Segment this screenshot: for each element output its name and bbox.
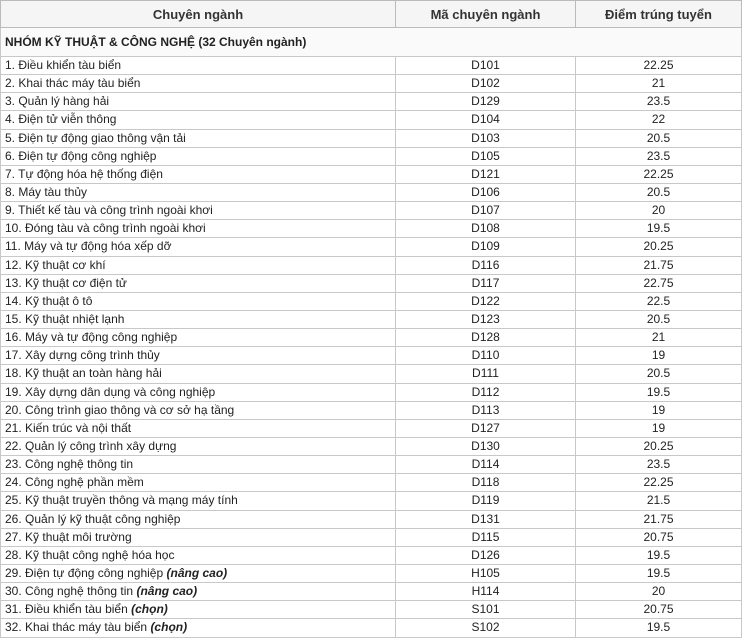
admission-score: 19.5: [576, 564, 742, 582]
major-name-cell: [1, 383, 396, 401]
admission-score: 22.75: [576, 274, 742, 292]
table-row: [1, 183, 742, 201]
major-code: H114: [396, 583, 576, 601]
admission-score: 20.5: [576, 365, 742, 383]
table-row: [1, 347, 742, 365]
major-name: 29. Điện tự động công nghiệp: [5, 566, 164, 580]
admission-score: 23.5: [576, 93, 742, 111]
major-name: 26. Quản lý kỹ thuật công nghiệp: [5, 511, 181, 526]
major-code: D131: [396, 510, 576, 528]
major-name: 32. Khai thác máy tàu biển: [5, 620, 148, 635]
major-code: D115: [396, 528, 576, 546]
table-row: [1, 329, 742, 347]
major-name: 3. Quản lý hàng hải: [5, 94, 110, 109]
major-code: H105: [396, 564, 576, 582]
major-name-cell: [1, 57, 396, 75]
major-name: 16. Máy và tự động công nghiệp: [5, 330, 178, 345]
major-code: D126: [396, 546, 576, 564]
major-code: D104: [396, 111, 576, 129]
table-row: [1, 111, 742, 129]
admission-score: 20.75: [576, 528, 742, 546]
major-name: 13. Kỹ thuật cơ điện tử: [5, 275, 127, 290]
major-name-cell: [1, 601, 396, 619]
major-name: 8. Máy tàu thủy: [5, 185, 88, 200]
admission-score: 21: [576, 329, 742, 347]
major-name: 12. Kỹ thuật cơ khí: [5, 257, 106, 272]
major-code: S101: [396, 601, 576, 619]
major-code: S102: [396, 619, 576, 637]
table-row: [1, 492, 742, 510]
table-row: [1, 583, 742, 601]
admission-score: 22: [576, 111, 742, 129]
table-row: [1, 129, 742, 147]
major-name: 25. Kỹ thuật truyền thông và mạng máy tính: [5, 493, 238, 508]
admission-score: 19: [576, 347, 742, 365]
table-row: [1, 220, 742, 238]
major-name: 28. Kỹ thuật công nghệ hóa học: [5, 547, 175, 562]
major-name-cell: [1, 111, 396, 129]
admission-score: 22.25: [576, 57, 742, 75]
major-name-cell: [1, 510, 396, 528]
major-code: D129: [396, 93, 576, 111]
major-code: D108: [396, 220, 576, 238]
major-name: 7. Tự động hóa hệ thống điện: [5, 166, 163, 181]
major-code: D109: [396, 238, 576, 256]
major-name-cell: [1, 129, 396, 147]
major-name: 21. Kiến trúc và nội thất: [5, 420, 132, 435]
table-row: [1, 601, 742, 619]
major-name-cell: [1, 310, 396, 328]
major-name-cell: [1, 419, 396, 437]
table-row: [1, 292, 742, 310]
table-row: [1, 546, 742, 564]
table-row: [1, 619, 742, 637]
admission-score: 22.25: [576, 474, 742, 492]
major-code: D130: [396, 437, 576, 455]
major-name: 18. Kỹ thuật an toàn hàng hải: [5, 366, 162, 381]
group-row: [1, 28, 742, 57]
major-code: D102: [396, 75, 576, 93]
major-code: D101: [396, 57, 576, 75]
major-name-cell: [1, 474, 396, 492]
major-note: (chọn): [150, 620, 188, 635]
major-name-cell: [1, 528, 396, 546]
admission-score: 21: [576, 75, 742, 93]
major-code: D105: [396, 147, 576, 165]
table-row: [1, 365, 742, 383]
admission-score: 20.5: [576, 129, 742, 147]
table-row: [1, 510, 742, 528]
table-row: [1, 564, 742, 582]
admission-score: 19: [576, 419, 742, 437]
admission-score: 19.5: [576, 546, 742, 564]
major-name: 19. Xây dựng dân dụng và công nghiệp: [5, 384, 216, 399]
admission-score: 21.75: [576, 256, 742, 274]
major-name-cell: [1, 401, 396, 419]
major-code: D122: [396, 292, 576, 310]
major-code: D118: [396, 474, 576, 492]
major-name-cell: [1, 546, 396, 564]
major-name: 30. Công nghệ thông tin: [5, 584, 134, 599]
table-row: [1, 528, 742, 546]
major-name-cell: [1, 238, 396, 256]
table-row: [1, 256, 742, 274]
major-code: D119: [396, 492, 576, 510]
admission-score: 20.5: [576, 183, 742, 201]
major-name-cell: [1, 347, 396, 365]
major-code: D127: [396, 419, 576, 437]
major-code: D103: [396, 129, 576, 147]
major-name-cell: [1, 365, 396, 383]
major-code: D116: [396, 256, 576, 274]
header-row: [1, 1, 742, 28]
admission-score: 23.5: [576, 147, 742, 165]
table-row: [1, 310, 742, 328]
table-row: [1, 57, 742, 75]
major-code: D128: [396, 329, 576, 347]
major-name: 11. Máy và tự động hóa xếp dỡ: [5, 239, 172, 254]
table-row: [1, 437, 742, 455]
major-name: 1. Điều khiển tàu biển: [5, 58, 122, 73]
table-row: [1, 383, 742, 401]
table-row: [1, 238, 742, 256]
admission-score: 20: [576, 202, 742, 220]
major-name-cell: [1, 93, 396, 111]
major-name: 9. Thiết kế tàu và công trình ngoài khơi: [5, 203, 213, 218]
major-code: D111: [396, 365, 576, 383]
major-code: D117: [396, 274, 576, 292]
major-name-cell: [1, 165, 396, 183]
major-name-cell: [1, 619, 396, 637]
admission-score: 19.5: [576, 220, 742, 238]
major-name-cell: [1, 147, 396, 165]
major-note: (chọn): [131, 602, 168, 617]
major-name-cell: [1, 437, 396, 455]
major-name: 24. Công nghệ phần mềm: [5, 475, 144, 490]
major-name: 22. Quản lý công trình xây dựng: [5, 439, 177, 454]
major-name: 6. Điện tự động công nghiệp: [5, 148, 157, 163]
major-name-cell: [1, 202, 396, 220]
admission-score: 21.75: [576, 510, 742, 528]
major-name: 4. Điện tử viễn thông: [5, 112, 117, 127]
major-name: 2. Khai thác máy tàu biển: [5, 76, 141, 91]
major-code: D123: [396, 310, 576, 328]
major-name: 27. Kỹ thuật môi trường: [5, 529, 132, 544]
table-row: [1, 274, 742, 292]
major-note: (nâng cao): [166, 566, 228, 580]
major-code: D110: [396, 347, 576, 365]
major-name-cell: [1, 220, 396, 238]
admission-score: 19.5: [576, 383, 742, 401]
major-code: D113: [396, 401, 576, 419]
table-row: [1, 401, 742, 419]
major-name-cell: [1, 583, 396, 601]
header-score: Điểm trúng tuyển: [576, 1, 742, 28]
major-name-cell: [1, 256, 396, 274]
major-name: 17. Xây dựng công trình thủy: [5, 348, 160, 363]
admission-score: 20: [576, 583, 742, 601]
major-name: 15. Kỹ thuật nhiệt lạnh: [5, 312, 125, 327]
admission-score: 21.5: [576, 492, 742, 510]
major-name: 20. Công trình giao thông và cơ sở hạ tầng: [5, 402, 235, 417]
table-row: [1, 75, 742, 93]
major-name-cell: [1, 274, 396, 292]
group-title: NHÓM KỸ THUẬT & CÔNG NGHỆ (32 Chuyên ngành): [1, 28, 742, 57]
table-row: [1, 93, 742, 111]
major-name: 14. Kỹ thuật ô tô: [5, 293, 93, 308]
major-name-cell: [1, 456, 396, 474]
major-name-cell: [1, 564, 396, 582]
major-name: 10. Đóng tàu và công trình ngoài khơi: [5, 221, 206, 236]
major-code: D106: [396, 183, 576, 201]
admission-score: 23.5: [576, 456, 742, 474]
header-code: Mã chuyên ngành: [396, 1, 576, 28]
major-code: D107: [396, 202, 576, 220]
table-row: [1, 419, 742, 437]
table-row: [1, 474, 742, 492]
major-name-cell: [1, 492, 396, 510]
major-note: (nâng cao): [136, 584, 198, 599]
table-row: [1, 165, 742, 183]
admission-score: 20.25: [576, 238, 742, 256]
table-row: [1, 202, 742, 220]
table-row: [1, 456, 742, 474]
header-major: Chuyên ngành: [1, 1, 396, 28]
major-name: 23. Công nghệ thông tin: [5, 457, 134, 472]
admission-score: 19.5: [576, 619, 742, 637]
table-row: [1, 147, 742, 165]
admission-score: 19: [576, 401, 742, 419]
major-code: D112: [396, 383, 576, 401]
admission-score: 20.5: [576, 310, 742, 328]
major-name-cell: [1, 329, 396, 347]
major-code: D114: [396, 456, 576, 474]
admission-score: 20.25: [576, 437, 742, 455]
major-name-cell: [1, 75, 396, 93]
major-name: 5. Điện tự động giao thông vận tải: [5, 130, 186, 145]
admission-score: 20.75: [576, 601, 742, 619]
major-name: 31. Điều khiển tàu biển: [5, 602, 128, 617]
major-code: D121: [396, 165, 576, 183]
admission-score: 22.25: [576, 165, 742, 183]
major-name-cell: [1, 183, 396, 201]
admission-score: 22.5: [576, 292, 742, 310]
major-name-cell: [1, 292, 396, 310]
